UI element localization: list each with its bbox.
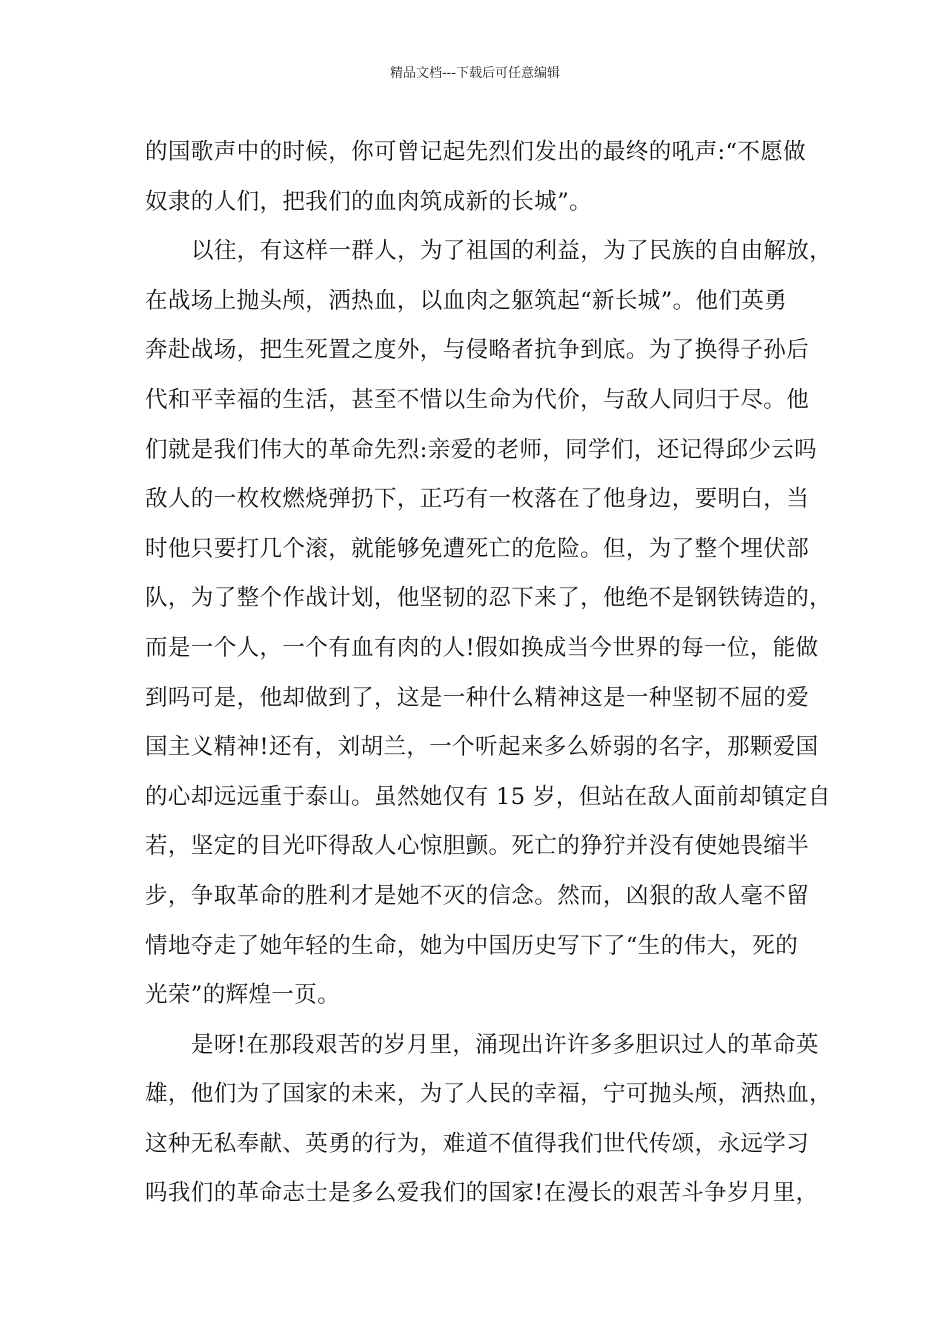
page-header: 精品文档---下载后可任意编辑 (389, 66, 561, 81)
text-line: 若，坚定的目光吓得敌人心惊胆颤。死亡的狰狞并没有使她畏缩半 (145, 833, 810, 860)
text-line: 是呀!在那段艰苦的岁月里，涌现出许许多多胆识过人的革命英 (191, 1031, 819, 1058)
text-line: 代和平幸福的生活，甚至不惜以生命为代价，与敌人同归于尽。他 (145, 386, 810, 413)
text-line: 的心却远远重于泰山。虽然她仅有 15 岁，但站在敌人面前却镇定自 (145, 783, 831, 810)
text-line: 时他只要打几个滚，就能够免遭死亡的危险。但，为了整个埋伏部 (145, 535, 810, 562)
text-line: 国主义精神!还有，刘胡兰，一个听起来多么娇弱的名字，那颗爱国 (145, 734, 819, 761)
text-line: 情地夺走了她年轻的生命，她为中国历史写下了“生的伟大，死的 (145, 932, 799, 959)
text-line: 队，为了整个作战计划，他坚韧的忍下来了，他绝不是钢铁铸造的， (145, 585, 833, 612)
text-line: 到吗可是，他却做到了，这是一种什么精神这是一种坚韧不屈的爱 (145, 684, 810, 711)
text-line: 光荣”的辉煌一页。 (145, 982, 341, 1009)
text-line: 奴隶的人们，把我们的血肉筑成新的长城”。 (145, 188, 593, 215)
text-line: 敌人的一枚枚燃烧弹扔下，正巧有一枚落在了他身边，要明白，当 (145, 486, 810, 513)
text-line: 吗我们的革命志士是多么爱我们的国家!在漫长的艰苦斗争岁月里， (145, 1180, 819, 1207)
text-line: 这种无私奉献、英勇的行为，难道不值得我们世代传颂，永远学习 (145, 1130, 810, 1157)
text-line: 的国歌声中的时候，你可曾记起先烈们发出的最终的吼声:“不愿做 (145, 139, 807, 165)
text-line: 奔赴战场，把生死置之度外，与侵略者抗争到底。为了换得子孙后 (145, 337, 810, 364)
text-line: 而是一个人，一个有血有肉的人!假如换成当今世界的每一位，能做 (145, 634, 819, 661)
body-text (145, 128, 833, 1219)
text-line: 们就是我们伟大的革命先烈:亲爱的老师，同学们，还记得邱少云吗 (145, 436, 818, 463)
text-line: 雄，他们为了国家的未来，为了人民的幸福，宁可抛头颅，洒热血， (145, 1081, 833, 1108)
text-line: 步，争取革命的胜利才是她不灭的信念。然而，凶狠的敌人毫不留 (145, 882, 810, 909)
text-line: 在战场上抛头颅，洒热血，以血肉之躯筑起“新长城”。他们英勇 (145, 287, 788, 314)
text-line: 以往，有这样一群人，为了祖国的利益，为了民族的自由解放， (191, 238, 833, 265)
